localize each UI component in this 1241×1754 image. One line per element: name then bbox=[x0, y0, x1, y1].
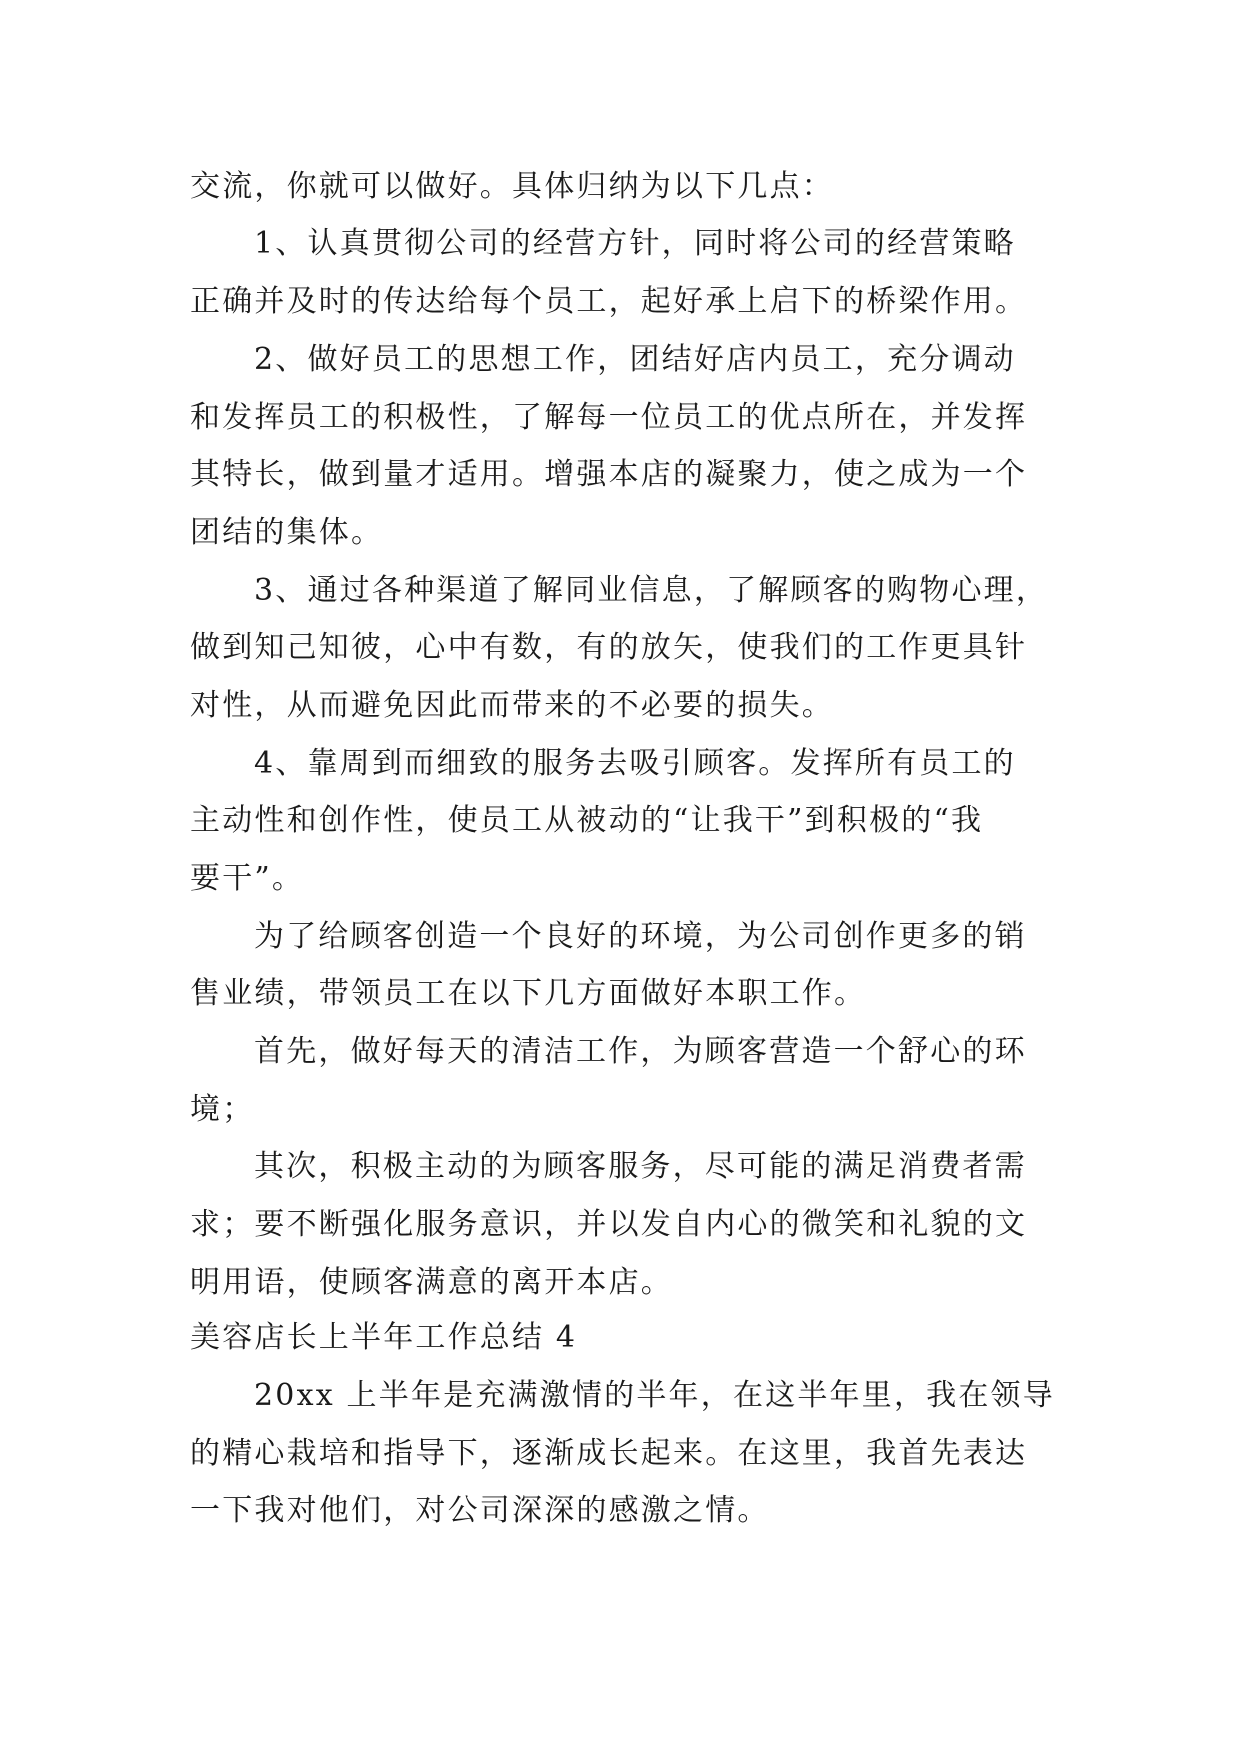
text-line: 正确并及时的传达给每个员工，起好承上启下的桥梁作用。 bbox=[190, 284, 1028, 319]
text-line: 1、认真贯彻公司的经营方针，同时将公司的经营策略 bbox=[254, 226, 1016, 261]
text-line: 和发挥员工的积极性，了解每一位员工的优点所在，并发挥 bbox=[190, 400, 1028, 435]
text-line: 2、做好员工的思想工作，团结好店内员工，充分调动 bbox=[254, 342, 1016, 377]
text-line: 其特长，做到量才适用。增强本店的凝聚力，使之成为一个 bbox=[190, 457, 1028, 492]
text-line: 的精心栽培和指导下，逐渐成长起来。在这里，我首先表达 bbox=[190, 1436, 1028, 1471]
text-line: 主动性和创作性，使员工从被动的“让我干”到积极的“我 bbox=[190, 803, 984, 838]
text-line: 为了给顾客创造一个良好的环境，为公司创作更多的销 bbox=[254, 919, 1027, 954]
text-line: 求；要不断强化服务意识，并以发自内心的微笑和礼貌的文 bbox=[190, 1207, 1028, 1242]
section-heading: 美容店长上半年工作总结 4 bbox=[190, 1320, 578, 1355]
text-line: 境； bbox=[190, 1092, 255, 1127]
text-line: 一下我对他们，对公司深深的感激之情。 bbox=[190, 1493, 770, 1528]
text-line: 做到知己知彼，心中有数，有的放矢，使我们的工作更具针 bbox=[190, 630, 1028, 665]
text-line: 团结的集体。 bbox=[190, 515, 384, 550]
text-line: 首先，做好每天的清洁工作，为顾客营造一个舒心的环 bbox=[254, 1034, 1027, 1069]
text-line: 其次，积极主动的为顾客服务，尽可能的满足消费者需 bbox=[254, 1149, 1027, 1184]
text-line: 4、靠周到而细致的服务去吸引顾客。发挥所有员工的 bbox=[254, 746, 1016, 781]
text-line: 20xx 上半年是充满激情的半年，在这半年里，我在领导 bbox=[254, 1378, 1055, 1413]
text-line: 要干”。 bbox=[190, 861, 305, 896]
text-line: 售业绩，带领员工在以下几方面做好本职工作。 bbox=[190, 976, 867, 1011]
text-line: 3、通过各种渠道了解同业信息，了解顾客的购物心理， bbox=[254, 573, 1049, 608]
text-line: 交流，你就可以做好。具体归纳为以下几点： bbox=[190, 169, 834, 204]
text-line: 明用语，使顾客满意的离开本店。 bbox=[190, 1265, 673, 1300]
text-line: 对性，从而避免因此而带来的不必要的损失。 bbox=[190, 688, 834, 723]
